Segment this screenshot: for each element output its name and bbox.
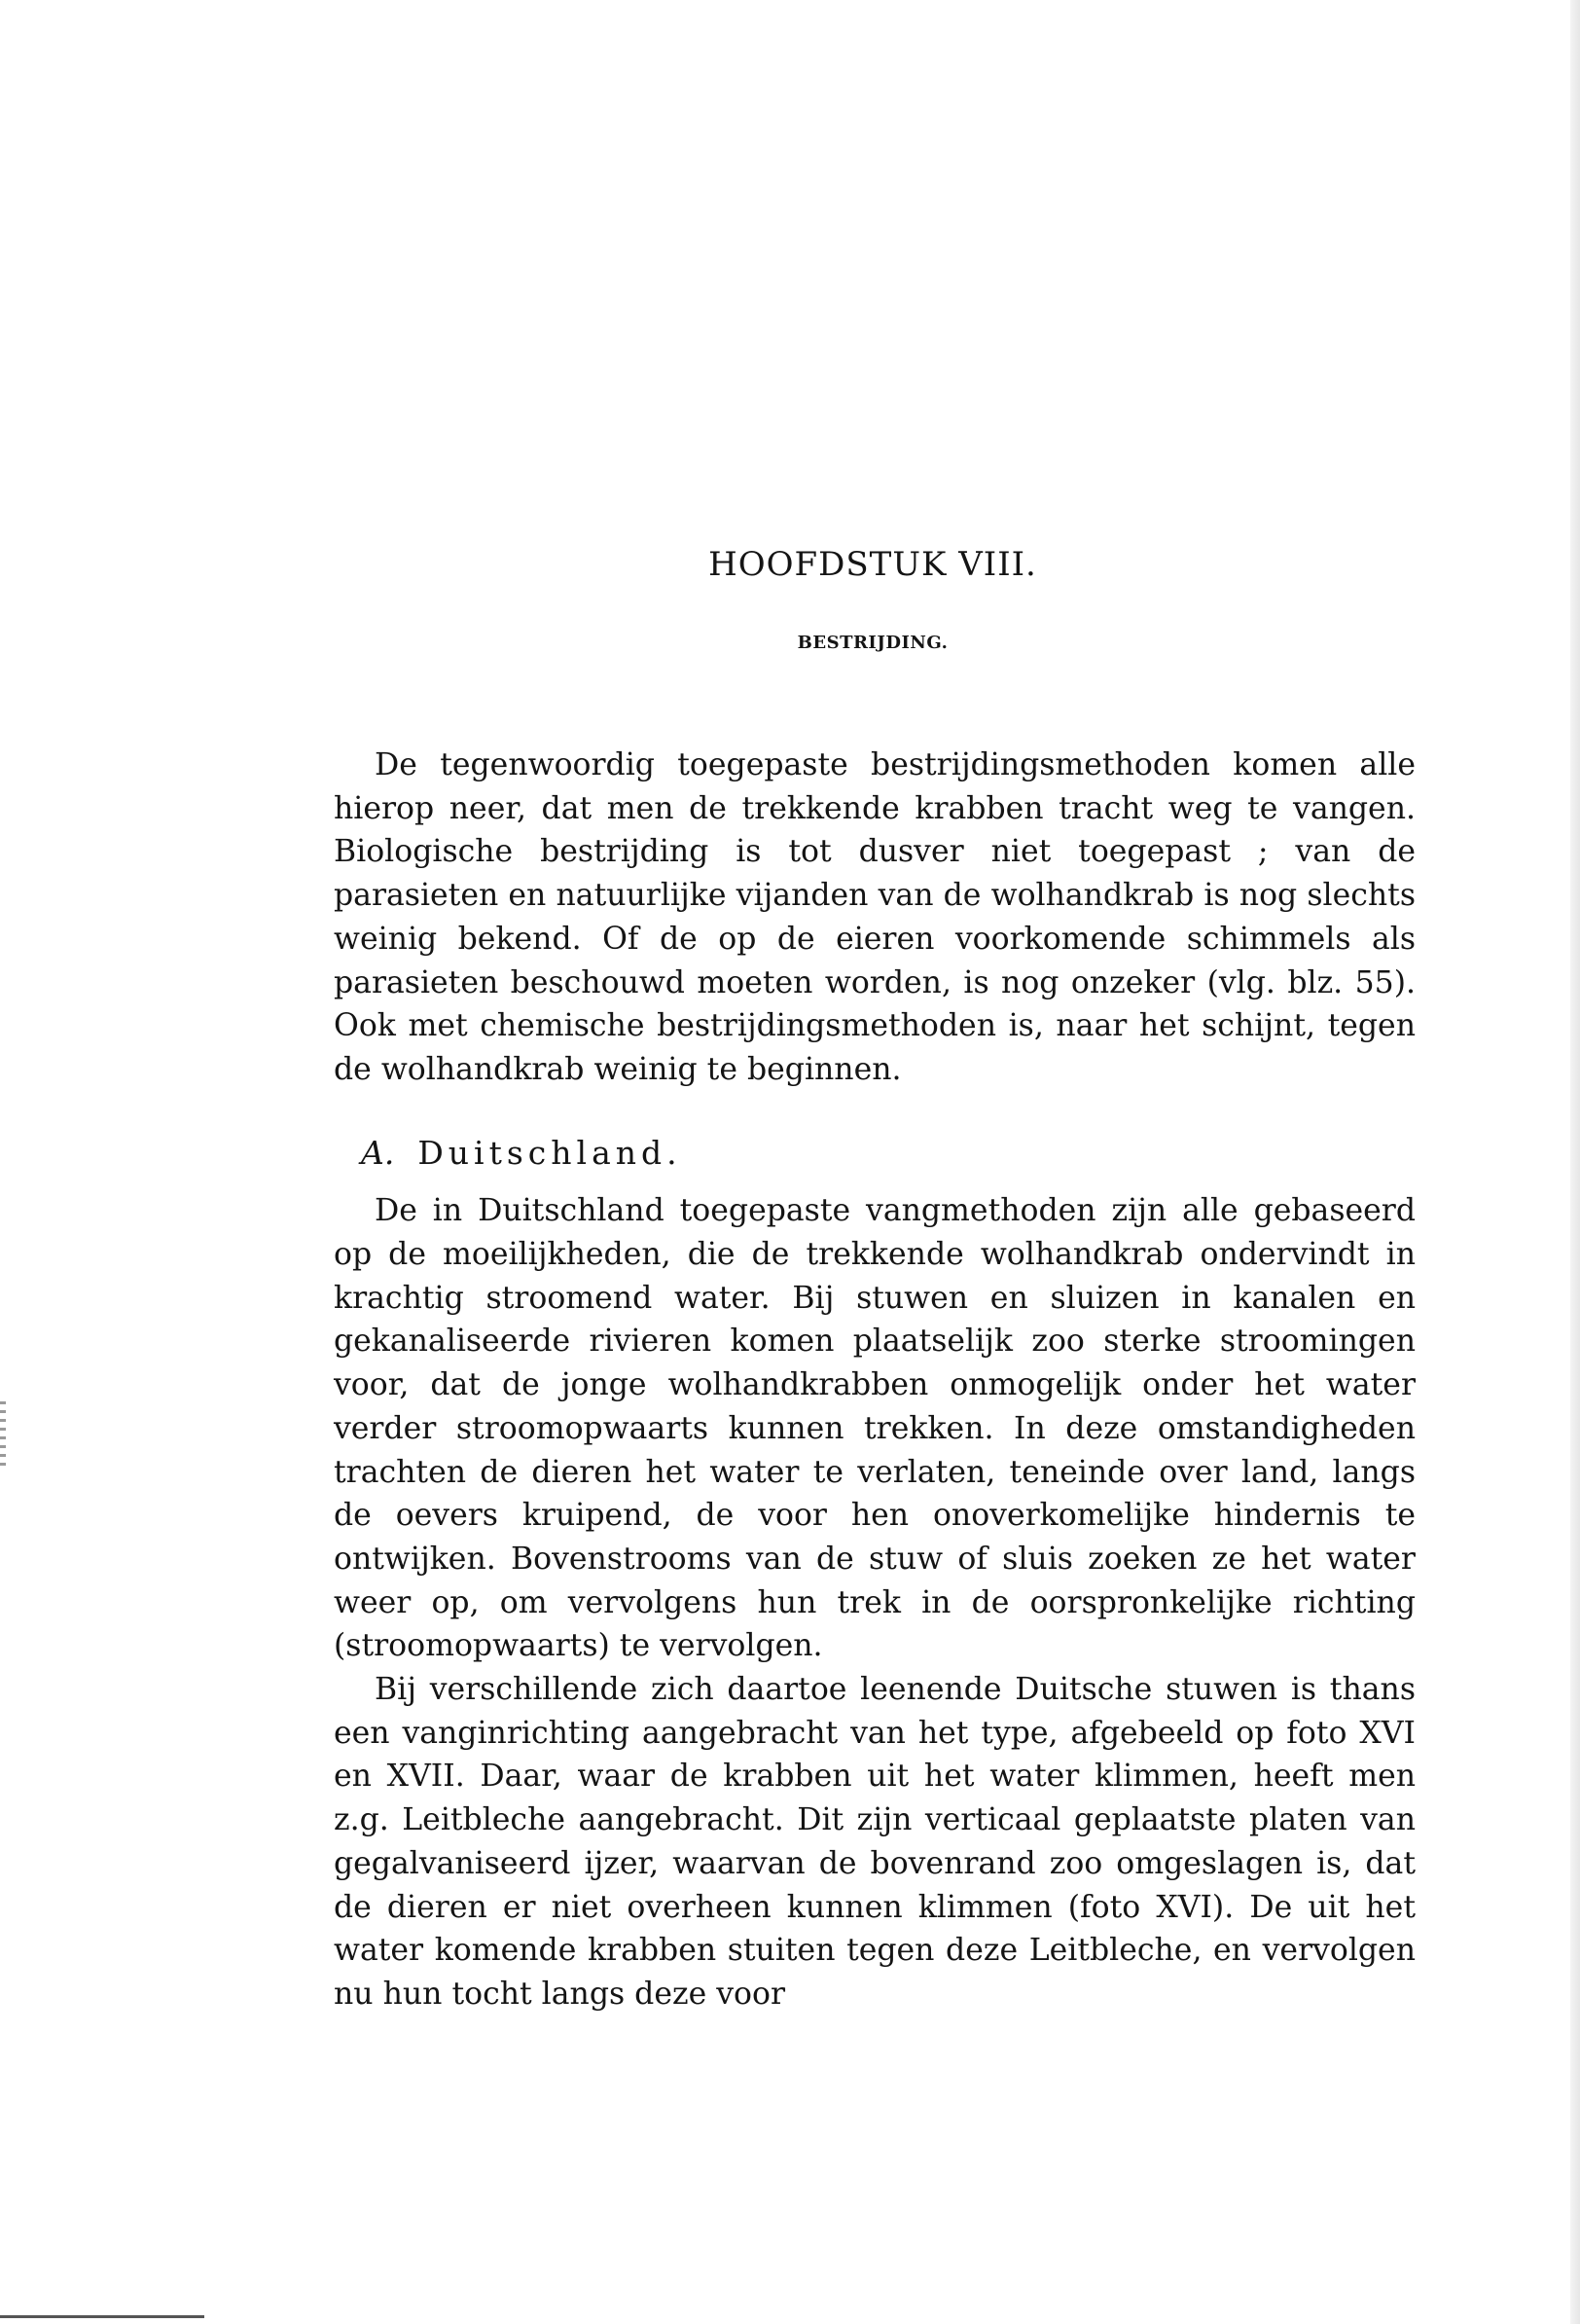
scan-bottom-line bbox=[0, 2315, 204, 2318]
section-heading bbox=[334, 1132, 1416, 1176]
paragraph-duitschland-1: De in Duitschland toegepaste vangmethoden zijn alle gebaseerd op de moeilijkheden, die de trekkende wolhandkrab ondervindt in krachtig stroomend water. Bij stuwen en sluizen in kanalen en gekanaliseerde rivieren komen plaatselijk zoo sterke stroomingen voor, dat de jonge wolhandkrabben onmogelijk onder het water verder stroomopwaarts kunnen trekken. In deze omstandigheden trachten de dieren het water te verlaten, teneinde over land, langs de oevers kruipend, de voor hen onoverkomelijke hindernis te ontwijken. Bovenstrooms van de stuw of sluis zoeken ze het water weer op, om vervolgens hun trek in de oorspronkelijke richting (stroomopwaarts) te vervolgen. bbox=[334, 1193, 1416, 1664]
body-text bbox=[334, 744, 1416, 2016]
section-letter: A. bbox=[361, 1133, 395, 1172]
scan-margin-marks bbox=[0, 1401, 6, 1470]
section-name: Duitschland. bbox=[417, 1133, 682, 1172]
paragraph-intro: De tegenwoordig toegepaste bestrijdingsmethoden komen alle hierop neer, dat men de trekkende krabben tracht weg te vangen. Biologische bestrijding is tot dusver niet toegepast ; van de parasieten en natuurlijke vijanden van de wolhandkrab is nog slechts weinig bekend. Of de op de eieren voorkomende schimmels als parasieten beschouwd moeten worden, is nog onzeker (vlg. blz. 55). Ook met chemische bestrijdingsmethoden is, naar het schijnt, tegen de wolhandkrab weinig te beginnen. bbox=[334, 747, 1416, 1087]
chapter-title: HOOFDSTUK VIII. bbox=[708, 545, 1037, 584]
chapter-subtitle: BESTRIJDING. bbox=[797, 633, 949, 653]
page-edge-shadow bbox=[1570, 0, 1580, 2324]
paragraph-duitschland-2: Bij verschillende zich daartoe leenende Duitsche stuwen is thans een vanginrichting aangebracht van het type, afgebeeld op foto XVI en XVII. Daar, waar de krabben uit het water klimmen, heeft men z.g. Leitbleche aangebracht. Dit zijn verticaal geplaatste platen van gegalvaniseerd ijzer, waarvan de bovenrand zoo omgeslagen is, dat de dieren er niet overheen kunnen klimmen (foto XVI). De uit het water komende krabben stuiten tegen deze Leitbleche, en vervolgen nu hun tocht langs deze voor bbox=[334, 1672, 1416, 2012]
